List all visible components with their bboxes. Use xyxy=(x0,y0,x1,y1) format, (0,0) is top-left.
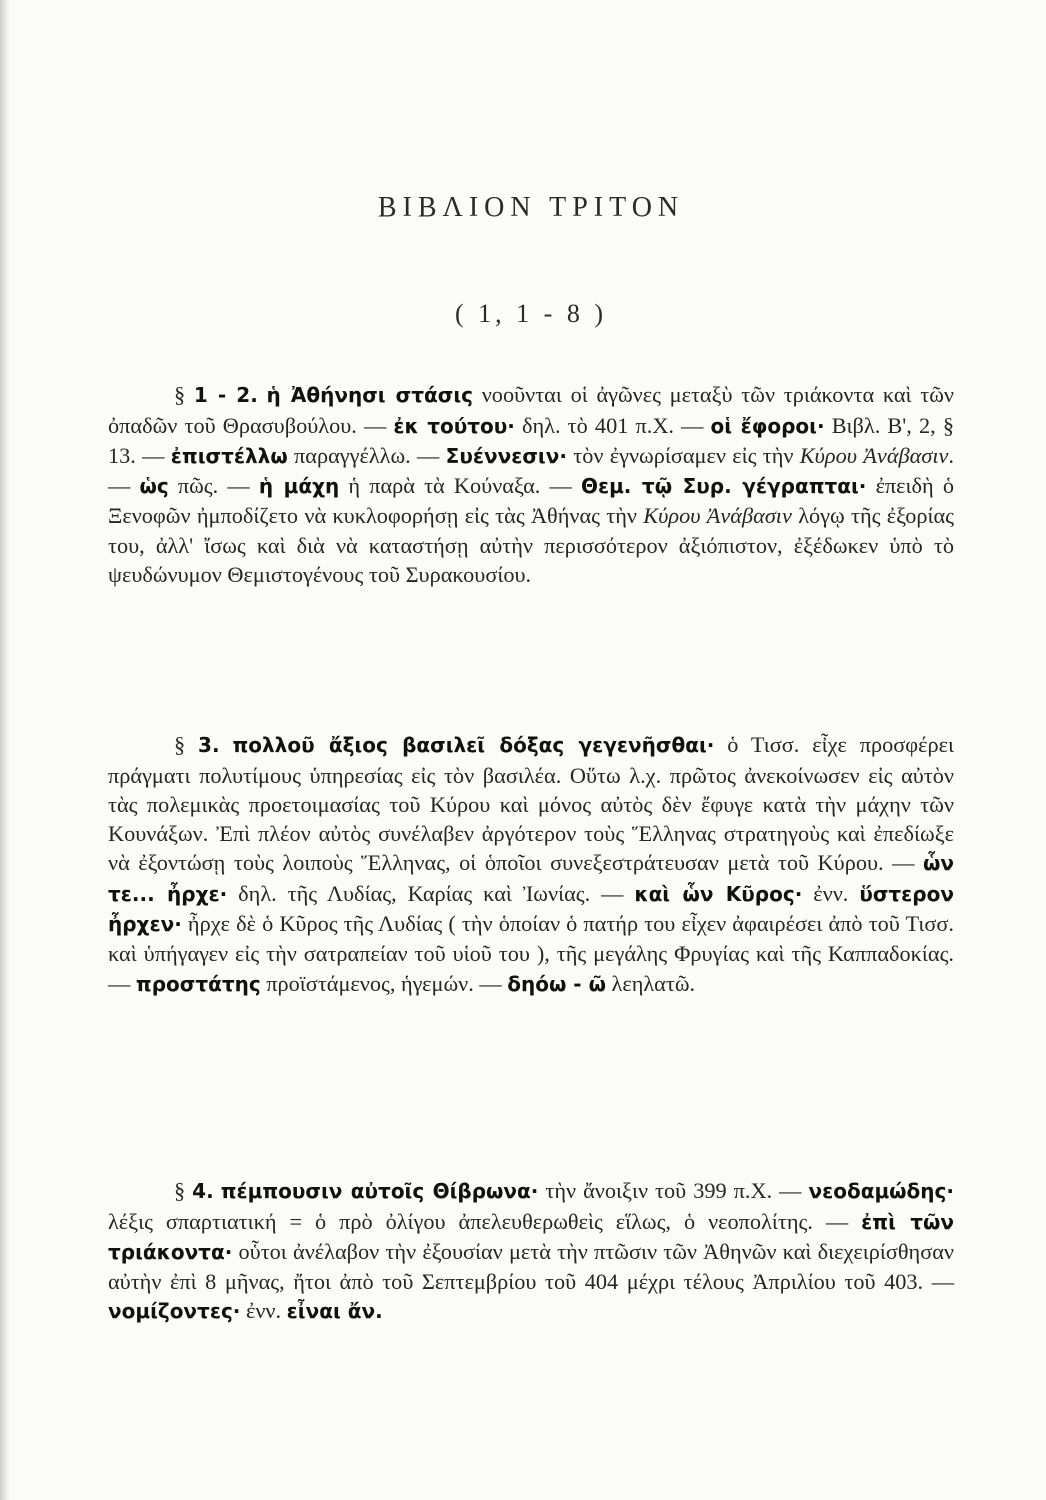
commentary-text: ἐπειδὴ ὁ Ξενοφῶν ἠμποδίζετο νὰ κυκλοφορήσῃ εἰς τὰς Ἀθήνας τὴν xyxy=(108,473,955,529)
lemma: πέμπουσιν αὐτοῖς Θίβρωνα· xyxy=(220,1179,539,1204)
lemma: καὶ ὧν Κῦρος· xyxy=(634,881,803,906)
commentary-text: τὸν ἐγνωρίσαμεν εἰς τὴν xyxy=(566,442,800,468)
lemma: 3. xyxy=(198,733,220,758)
lemma: ἐπὶ τῶν τριάκοντα· xyxy=(108,1209,955,1264)
lemma: νομίζοντες· xyxy=(108,1299,241,1324)
lemma: 1 - 2. xyxy=(193,383,258,408)
commentary-text: δηλ. τὸ 401 π.Χ. — xyxy=(514,412,711,438)
lemma: δηόω - ῶ xyxy=(507,971,606,996)
section-reference: ( 1, 1 - 8 ) xyxy=(455,299,607,328)
commentary-text: § xyxy=(174,382,194,408)
lemma: ἐκ τούτου· xyxy=(393,413,515,438)
commentary-text: ὁ Τισσ. εἶχε προσφέρει πράγματι πολυτίμους ὑπηρεσίας εἰς τὸν βασιλέα. Οὕτω λ.χ. πρῶτος ἀνεκοίνωσεν εἰς αὐτὸν τὰς πολεμικὰς προετοιμασίας τοῦ Κύρου καὶ μόνος αὐτὸς δὲν ἔφυγε κατὰ τὴν μάχην τῶν Κουνάξων. Ἐπὶ πλέον αὐτὸς συνέλαβεν ἀργότερον τοὺς Ἕλληνας στρατηγοὺς καὶ ἐπεδίωξε νὰ ἐξοντώσῃ τοὺς λοιποὺς Ἕλληνας, οἱ ὁποῖοι συνεξεστράτευσαν μετὰ τοῦ Κύρου. — xyxy=(108,732,954,876)
lemma: εἶναι ἄν. xyxy=(286,1299,383,1324)
commentary-text xyxy=(214,1178,221,1203)
lemma: ἡ μάχη xyxy=(258,474,340,499)
commentary-paragraph-2 xyxy=(108,730,954,999)
commentary-text: ἦρχε δὲ ὁ Κῦρος τῆς Λυδίας ( τὴν ὁποίαν ὁ πατήρ του εἶχεν ἀφαιρέσει ἀπὸ τοῦ Τισσ. καὶ ὑπήγαγεν εἰς τὴν σατραπείαν τοῦ υἱοῦ του ), τῆς μεγάλης Φρυγίας καὶ τῆς Καππαδοκίας. — xyxy=(108,911,954,996)
commentary-text: § xyxy=(174,732,199,758)
commentary-paragraph-3 xyxy=(108,1176,954,1326)
lemma: ἐπιστέλλω xyxy=(170,443,288,468)
cited-title: Κύρου Ἀνάβασιν xyxy=(799,442,949,468)
lemma: Συέννεσιν· xyxy=(445,443,567,468)
lemma: ὡς xyxy=(139,474,169,499)
lemma: ἡ Ἀθήνησι στάσις xyxy=(266,383,473,408)
commentary-text xyxy=(258,382,267,407)
lemma: 4. xyxy=(192,1179,214,1204)
commentary-text: πῶς. — xyxy=(168,473,259,499)
lemma: ὧν τε... ἦρχε· xyxy=(108,851,954,906)
cited-title: Κύρου Ἀνάβασιν xyxy=(643,503,792,529)
commentary-text: ἡ παρὰ τὰ Κούναξα. — xyxy=(339,473,581,499)
commentary-paragraph-1 xyxy=(108,380,954,589)
commentary-text: ἐνν. xyxy=(240,1298,287,1324)
lemma: νεοδαμώδης· xyxy=(808,1179,954,1204)
commentary-text: ἐνν. xyxy=(802,880,860,906)
commentary-text: § xyxy=(174,1178,193,1204)
commentary-text: τὴν ἄνοιξιν τοῦ 399 π.Χ. — xyxy=(538,1178,809,1204)
page-edge-shadow xyxy=(0,0,10,1500)
commentary-text: Βιβλ. Β', 2, § 13. — xyxy=(108,412,955,468)
commentary-text: οὗτοι ἀνέλαβον τὴν ἐξουσίαν μετὰ τὴν πτῶσιν τῶν Ἀθηνῶν καὶ διεχειρίσθησαν αὐτὴν ἐπὶ 8 μῆνας, ἤτοι ἀπὸ τοῦ Σεπτεμβρίου τοῦ 404 μέχρι τέλους Ἀπριλίου τοῦ 403. — xyxy=(108,1238,954,1295)
commentary-text: λέξις σπαρτιατική = ὁ πρὸ ὀλίγου ἀπελευθερωθεὶς εἵλως, ὁ νεοπολίτης. — xyxy=(108,1208,862,1234)
commentary-text: δηλ. τῆς Λυδίας, Καρίας καὶ Ἰωνίας. — xyxy=(227,880,635,906)
commentary-text xyxy=(220,732,233,757)
commentary-text: προϊστάμενος, ἡγεμών. — xyxy=(260,970,508,996)
commentary-text: νοοῦνται οἱ ἀγῶνες μεταξὺ τῶν τριάκοντα καὶ τῶν ὀπαδῶν τοῦ Θρασυβούλου. — xyxy=(108,382,954,438)
lemma: οἱ ἔφοροι· xyxy=(710,413,825,438)
lemma: προστάτης xyxy=(135,971,261,996)
lemma: Θεμ. τῷ Συρ. γέγραπται· xyxy=(580,474,867,499)
commentary-text: λόγῳ τῆς ἐξορίας του, ἀλλ' ἴσως καὶ διὰ νὰ καταστήσῃ αὐτὴν περισσότερον ἀξιόπιστον, ἐξέδωκεν ὑπὸ τὸ ψευδώνυμον Θεμιστογένους τοῦ Συρακουσίου. xyxy=(108,503,954,588)
commentary-text: . — xyxy=(108,442,954,499)
commentary-text: λεηλατῶ. xyxy=(605,970,696,996)
lemma: πολλοῦ ἄξιος βασιλεῖ δόξας γεγενῆσθαι· xyxy=(232,733,715,758)
book-title: ΒΙΒΛΙΟΝ ΤΡΙΤΟΝ xyxy=(377,192,685,223)
commentary-text: παραγγέλλω. — xyxy=(287,442,446,468)
lemma: ὕστερον ἦρχεν· xyxy=(108,881,954,937)
